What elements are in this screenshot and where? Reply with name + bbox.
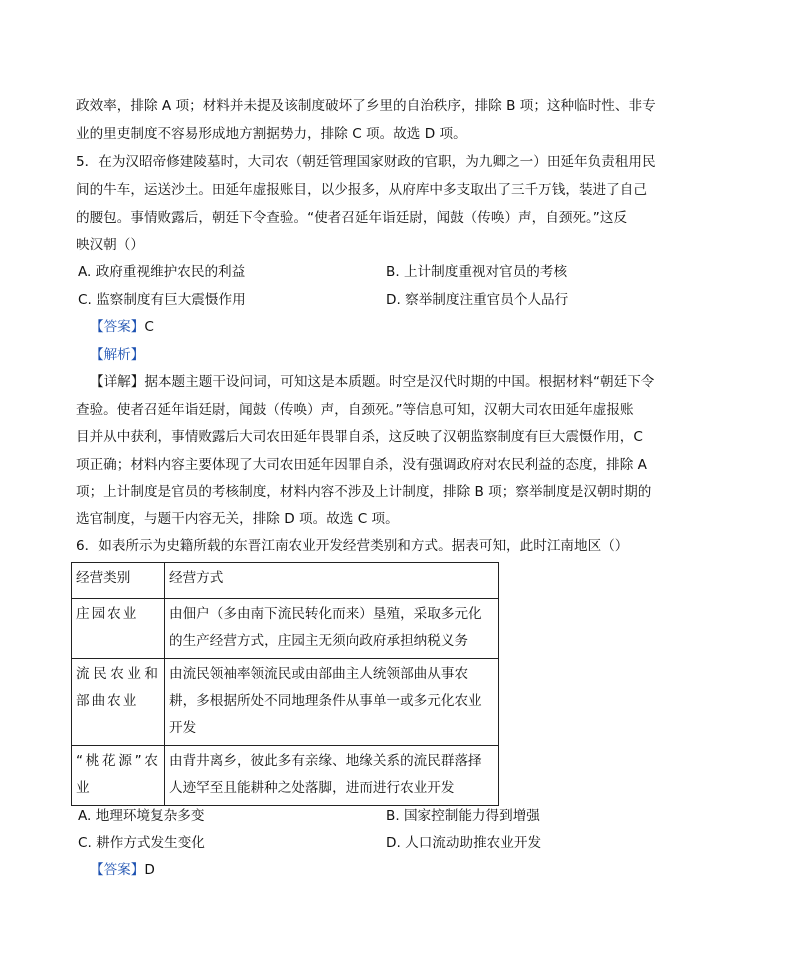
q5-detail-line-1: 【详解】据本题主题干设问词，可知这是本质题。时空是汉代时期的中国。根据材料“朝廷下令	[90, 374, 655, 390]
table-header-category: 经营类别	[72, 563, 165, 599]
q6-table	[71, 562, 499, 806]
q5-stem-line-1: 5．在为汉昭帝修建陵墓时，大司农（朝廷管理国家财政的官职，为九卿之一）田延年负责租用民	[76, 154, 656, 170]
table-header-row	[72, 563, 499, 599]
q5-detail-line-3: 目并从中获利，事情败露后大司农田延年畏罪自杀，这反映了汉朝监察制度有巨大震慑作用，C	[76, 429, 643, 445]
intro-line-2: 业的里吏制度不容易形成地方割据势力，排除 C 项。故选 D 项。	[76, 126, 467, 142]
q5-stem-line-2: 间的牛车，运送沙土。田延年虚报账目，以少报多，从府库中多支取出了三千万钱，装进了自己	[76, 182, 647, 198]
table-cell-category: 庄园农业	[72, 599, 165, 659]
q6-stem: 6．如表所示为史籍所载的东晋江南农业开发经营类别和方式。据表可知，此时江南地区（）	[76, 538, 629, 554]
q5-detail-line-6: 选官制度，与题干内容无关，排除 D 项。故选 C 项。	[76, 511, 399, 527]
q5-detail-label: 【详解】	[90, 374, 145, 390]
q6-option-d: D. 人口流动助推农业开发	[386, 835, 542, 851]
q5-answer-value: C	[144, 319, 154, 335]
q6-option-b: B. 国家控制能力得到增强	[386, 808, 540, 824]
table-cell-method: 由佃户（多由南下流民转化而来）垦殖，采取多元化的生产经营方式，庄园主无须向政府承担纳税义务	[165, 599, 499, 659]
q5-option-b: B. 上计制度重视对官员的考核	[386, 264, 568, 280]
q5-detail-line-4: 项正确；材料内容主要体现了大司农田延年因罪自杀，没有强调政府对农民利益的态度，排除 A	[76, 457, 647, 473]
q5-stem-line-4: 映汉朝（）	[76, 237, 144, 253]
table-cell-category: 流民农业和部曲农业	[72, 659, 165, 746]
table-cell-method: 由流民领袖率领流民或由部曲主人统领部曲从事农耕，多根据所处不同地理条件从事单一或多元化农业开发	[165, 659, 499, 746]
q6-option-c: C. 耕作方式发生变化	[78, 835, 205, 851]
q5-stem-line-3: 的腰包。事情败露后，朝廷下令查验。“使者召延年诣廷尉，闻鼓（传唤）声，自颈死。”这反	[76, 210, 628, 226]
q5-option-a: A. 政府重视维护农民的利益	[78, 264, 246, 280]
q5-analysis-label: 【解析】	[90, 347, 145, 363]
table-row	[72, 746, 499, 806]
q6-answer-value: D	[144, 862, 155, 878]
q6-answer-label: 【答案】	[90, 862, 145, 878]
q5-option-c: C. 监察制度有巨大震慑作用	[78, 292, 246, 308]
table-row	[72, 599, 499, 659]
table-header-method: 经营方式	[165, 563, 499, 599]
table-cell-category: “桃花源”农业	[72, 746, 165, 806]
q6-answer	[90, 860, 730, 880]
table-row	[72, 659, 499, 746]
q6-option-a: A. 地理环境复杂多变	[78, 808, 205, 824]
q5-detail-line-2: 查验。使者召延年诣廷尉，闻鼓（传唤）声，自颈死。”等信息可知，汉朝大司农田延年虚报账	[76, 402, 634, 418]
intro-line-1: 政效率，排除 A 项；材料并未提及该制度破坏了乡里的自治秩序，排除 B 项；这种临时性、非专	[76, 98, 656, 114]
table-cell-method: 由背井离乡，彼此多有亲缘、地缘关系的流民群落择人迹罕至且能耕种之处落脚，进而进行农业开发	[165, 746, 499, 806]
q5-detail-line-5: 项；上计制度是官员的考核制度，材料内容不涉及上计制度，排除 B 项；察举制度是汉朝时期的	[76, 484, 652, 500]
q5-option-d: D. 察举制度注重官员个人品行	[386, 292, 569, 308]
q5-answer	[90, 317, 730, 337]
q5-answer-label: 【答案】	[90, 319, 145, 335]
